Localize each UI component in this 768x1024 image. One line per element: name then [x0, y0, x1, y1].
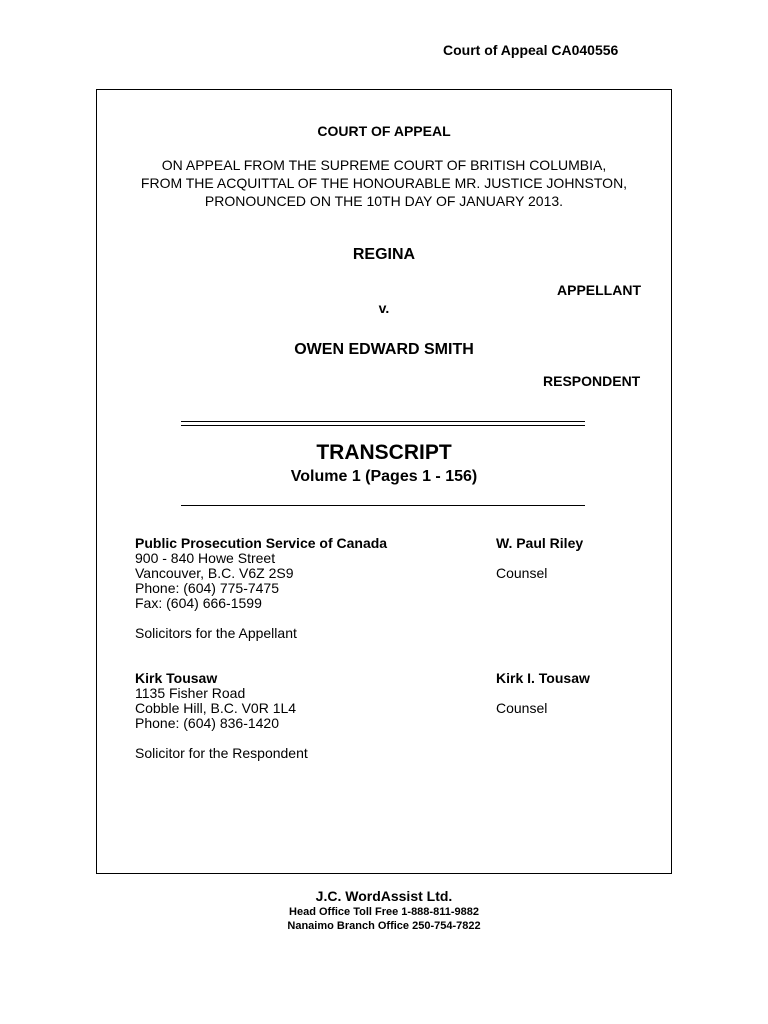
court-title: COURT OF APPEAL: [317, 123, 451, 139]
footer-head-office: Head Office Toll Free 1-888-811-9882: [289, 906, 479, 918]
appellant-counsel-block: [496, 536, 583, 581]
appellant-counsel-title: Counsel: [496, 565, 548, 581]
respondent-name: OWEN EDWARD SMITH: [294, 341, 474, 358]
appellant-address-line1: 900 - 840 Howe Street: [135, 550, 276, 566]
appellant-name: REGINA: [352, 246, 416, 263]
appellant-solicitor-role: Solicitors for the Appellant: [135, 625, 297, 641]
respondent-phone: Phone: (604) 836-1420: [135, 715, 279, 731]
versus-label: v.: [378, 300, 390, 316]
appellant-firm: Public Prosecution Service of Canada: [135, 535, 388, 551]
respondent-firm: Kirk Tousaw: [135, 670, 218, 686]
divider-double-bottom: [181, 425, 585, 426]
document-type: TRANSCRIPT: [316, 441, 452, 464]
footer-branch-office: Nanaimo Branch Office 250-754-7822: [287, 920, 481, 932]
appeal-line-2: FROM THE ACQUITTAL OF THE HONOURABLE MR. JUSTICE JOHNSTON,: [140, 175, 628, 191]
volume-info: Volume 1 (Pages 1 - 156): [290, 468, 478, 485]
respondent-solicitor-role: Solicitor for the Respondent: [135, 745, 308, 761]
respondent-solicitor-block: [135, 671, 308, 761]
appellant-counsel-name: W. Paul Riley: [496, 535, 584, 551]
respondent-counsel-block: [496, 671, 590, 716]
appellant-fax: Fax: (604) 666-1599: [135, 595, 262, 611]
respondent-address-line2: Cobble Hill, B.C. V0R 1L4: [135, 700, 297, 716]
appeal-line-3: PRONOUNCED ON THE 10TH DAY OF JANUARY 2013.: [204, 193, 564, 209]
respondent-address-line1: 1135 Fisher Road: [135, 685, 246, 701]
respondent-counsel-title: Counsel: [496, 700, 548, 716]
footer-company: J.C. WordAssist Ltd.: [315, 888, 453, 904]
case-number: Court of Appeal CA040556: [443, 42, 619, 58]
footer: [0, 888, 768, 933]
divider-double-top: [181, 421, 585, 422]
appeal-description: [0, 156, 768, 210]
respondent-counsel-name: Kirk I. Tousaw: [496, 670, 590, 686]
appellant-solicitor-block: [135, 536, 387, 641]
divider-single: [181, 505, 585, 506]
appellant-phone: Phone: (604) 775-7475: [135, 580, 279, 596]
appellant-address-line2: Vancouver, B.C. V6Z 2S9: [135, 565, 294, 581]
appeal-line-1: ON APPEAL FROM THE SUPREME COURT OF BRITISH COLUMBIA,: [161, 157, 607, 173]
appellant-role: APPELLANT: [557, 282, 641, 298]
respondent-role: RESPONDENT: [543, 373, 641, 389]
